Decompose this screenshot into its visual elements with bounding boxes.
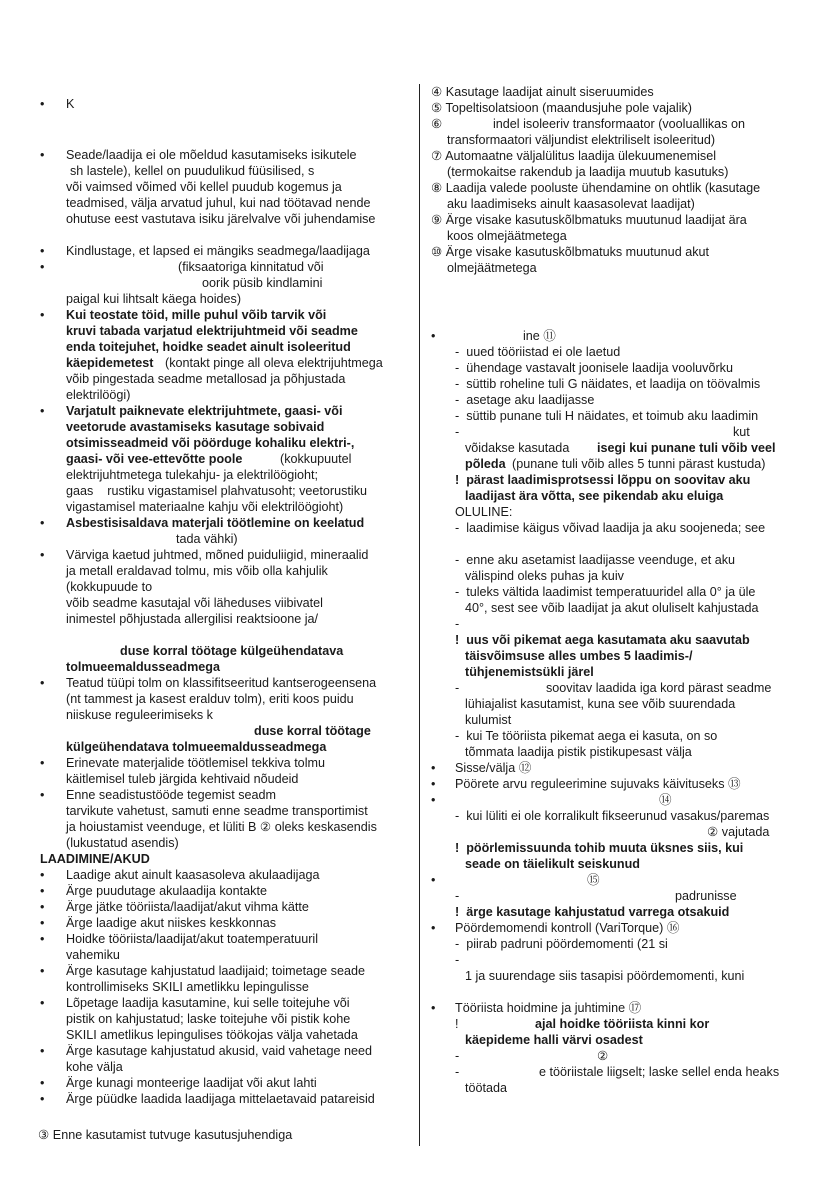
bullet: • — [40, 676, 45, 690]
bullet: • — [40, 97, 45, 111]
text-line: ohutuse eest vastutava isiku järelvalve või juhendamise — [66, 212, 376, 226]
text-line: Pöörete arvu reguleerimine sujuvaks käivituseks ⑬ — [455, 777, 741, 791]
bullet: • — [431, 329, 436, 343]
text-line: Ärge puudutage akulaadija kontakte — [66, 884, 267, 898]
text-line: tõmmata laadija pistik pistikupesast välja — [465, 745, 692, 759]
text-line: põleda — [465, 457, 506, 471]
text-line: - süttib roheline tuli G näidates, et laadija on töövalmis — [455, 377, 761, 391]
text-line: (kontakt pinge all oleva elektrijuhtmega — [165, 356, 383, 370]
text-line: (lukustatud asendis) — [66, 836, 179, 850]
text-line: veetorude avastamiseks kasutage sobivaid — [66, 420, 325, 434]
text-line: ⑭ — [659, 793, 672, 807]
text-line: ⑮ — [587, 873, 600, 887]
text-line: külgeühendatava tolmueemaldusseadmega — [66, 740, 327, 754]
text-line: elektrijuhtmetega tulekahju- ja elektrilöögioht; — [66, 468, 319, 482]
text-line: ine ⑪ — [523, 329, 556, 343]
text-line: tühjenemistsükli järel — [465, 665, 594, 679]
bullet: • — [40, 404, 45, 418]
text-line: soovitav laadida iga kord pärast seadme — [546, 681, 772, 695]
text-line: ③ Enne kasutamist tutvuge kasutusjuhendiga — [38, 1128, 293, 1142]
text-line: enda toitejuhet, hoidke seadet ainult isoleeritud — [66, 340, 351, 354]
text-line: võib pingestada seadme metallosad ja põhjustada — [66, 372, 346, 386]
text-line: duse korral töötage — [254, 724, 371, 738]
bullet: • — [431, 1001, 436, 1015]
text-line: vahemiku — [66, 948, 120, 962]
bullet: • — [40, 148, 45, 162]
text-line: ④ Kasutage laadijat ainult siseruumides — [431, 85, 654, 99]
text-line: ! pöörlemissuunda tohib muuta üksnes siis, kui — [455, 841, 744, 855]
text-line: isegi kui punane tuli võib veel — [597, 441, 776, 455]
text-line: käitlemisel tuleb järgida kehtivaid nõudeid — [66, 772, 299, 786]
text-line: võib seadme kasutajal või läheduses viibivatel — [66, 596, 323, 610]
text-line: lühiajalist kasutamist, kuna see võib suurendada — [465, 697, 736, 711]
text-line: kulumist — [465, 713, 512, 727]
text-line: kruvi tabada varjatud elektrijuhtmeid või seadme — [66, 324, 358, 338]
bullet: • — [40, 932, 45, 946]
text-line: täisvõimsuse alles umbes 5 laadimis-/ — [465, 649, 693, 663]
text-line: - uued tööriistad ei ole laetud — [455, 345, 621, 359]
text-line: - — [455, 617, 460, 631]
text-line: tolmueemaldusseadmega — [66, 660, 220, 674]
text-line: Ärge püüdke laadida laadijaga mittelaetavaid patareisid — [66, 1092, 375, 1106]
text-line: gaasi- või vee-ettevõtte poole — [66, 452, 243, 466]
text-line: - süttib punane tuli H näidates, et toimub aku laadimin — [455, 409, 759, 423]
text-line: Ärge laadige akut niiskes keskkonnas — [66, 916, 277, 930]
text-line: padrunisse — [675, 889, 737, 903]
bullet: • — [40, 996, 45, 1010]
bullet: • — [40, 964, 45, 978]
text-line: - piirab padruni pöördemomenti (21 si — [455, 937, 668, 951]
text-line: Ärge kunagi monteerige laadijat või akut lahti — [66, 1076, 317, 1090]
text-line: - kui lüliti ei ole korralikult fikseerunud vasakus/paremas — [455, 809, 770, 823]
text-line: Lõpetage laadija kasutamine, kui selle toitejuhe või — [66, 996, 350, 1010]
text-line: vigastamisel materiaalne kahju või elektrilöögioht) — [66, 500, 344, 514]
text-line: Seade/laadija ei ole mõeldud kasutamiseks isikutele — [66, 148, 357, 162]
bullet: • — [431, 873, 436, 887]
text-line: (kokkupuutel — [280, 452, 352, 466]
text-line: ② — [597, 1049, 609, 1063]
text-line: gaas rustiku vigastamisel plahvatusoht; veetorustiku — [66, 484, 368, 498]
text-line: ! pärast laadimisprotsessi lõppu on soovitav aku — [455, 473, 751, 487]
text-line: ⑩ Ärge visake kasutuskõlbmatuks muutunud akut — [431, 245, 709, 259]
text-line: Kui teostate töid, mille puhul võib tarvik või — [66, 308, 327, 322]
text-line: sh lastele), kellel on puudulikud füüsilised, s — [70, 164, 315, 178]
text-line: Asbestisisaldava materjali töötlemine on keelatud — [66, 516, 365, 530]
text-line: LAADIMINE/AKUD — [40, 852, 150, 866]
text-line: ⑥ — [431, 117, 443, 131]
bullet: • — [40, 788, 45, 802]
text-line: Ärge jätke tööriista/laadijat/akut vihma kätte — [66, 900, 309, 914]
text-line: SKILI ametlikus lepingulises töökojas välja vahetada — [66, 1028, 358, 1042]
text-line: e tööriistale liigselt; laske sellel enda heaks — [539, 1065, 780, 1079]
text-line: Enne seadistustööde tegemist seadm — [66, 788, 277, 802]
text-line: ja hoiustamist veenduge, et lüliti B ② oleks keskasendis — [66, 820, 377, 834]
text-line: Pöördemomendi kontroll (VariTorque) ⑯ — [455, 921, 680, 935]
text-line: inimestel põhjustada allergilisi reaktsioone ja/ — [66, 612, 319, 626]
text-line: - kui Te tööriista pikemat aega ei kasuta, on so — [455, 729, 718, 743]
text-line: Ärge kasutage kahjustatud akusid, vaid vahetage need — [66, 1044, 372, 1058]
text-line: 1 ja suurendage siis tasapisi pöördemomenti, kuni — [465, 969, 745, 983]
bullet: • — [40, 244, 45, 258]
text-line: indel isoleeriv transformaator (vooluallikas on — [493, 117, 745, 131]
text-line: - enne aku asetamist laadijasse veenduge, et aku — [455, 553, 736, 567]
text-line: (nt tammest ja kasest eralduv tolm), eriti koos puidu — [66, 692, 354, 706]
text-line: oorik püsib kindlamini — [202, 276, 323, 290]
text-line: Sisse/välja ⑫ — [455, 761, 532, 775]
text-line: Kindlustage, et lapsed ei mängiks seadmega/laadijaga — [66, 244, 370, 258]
text-line: ⑦ Automaatne väljalülitus laadija ülekuumenemisel — [431, 149, 717, 163]
text-line: ⑤ Topeltisolatsioon (maandusjuhe pole vajalik) — [431, 101, 692, 115]
text-line: ! uus või pikemat aega kasutamata aku saavutab — [455, 633, 750, 647]
text-line: - ühendage vastavalt joonisele laadija vooluvõrku — [455, 361, 733, 375]
text-line: töötada — [465, 1081, 508, 1095]
bullet: • — [40, 756, 45, 770]
bullet: • — [40, 308, 45, 322]
text-line: ! ärge kasutage kahjustatud varrega otsakuid — [455, 905, 730, 919]
text-line: tada vähki) — [176, 532, 238, 546]
text-line: välispind oleks puhas ja kuiv — [465, 569, 624, 583]
text-line: - — [455, 953, 460, 967]
text-line: ② vajutada — [707, 825, 770, 839]
text-line: ⑨ Ärge visake kasutuskõlbmatuks muutunud laadijat ära — [431, 213, 747, 227]
bullet: • — [40, 884, 45, 898]
text-line: Ärge kasutage kahjustatud laadijaid; toimetage seade — [66, 964, 365, 978]
text-line: ! — [455, 1017, 459, 1031]
text-line: Hoidke tööriista/laadijat/akut toatemperatuuril — [66, 932, 319, 946]
text-line: ⑧ Laadija valede pooluste ühendamine on ohtlik (kasutage — [431, 181, 761, 195]
text-line: - — [455, 681, 460, 695]
text-line: (punane tuli võib alles 5 tunni pärast kustuda) — [512, 457, 766, 471]
text-line: Värviga kaetud juhtmed, mõned puiduliigid, mineraalid — [66, 548, 369, 562]
text-line: pistik on kahjustatud; laske toitejuhe või pistik kohe — [66, 1012, 351, 1026]
text-line: - tuleks vältida laadimist temperatuuridel alla 0° ja üle — [455, 585, 756, 599]
text-line: K — [66, 97, 75, 111]
text-line: aku laadimiseks ainult kaasasolevat laadijat) — [447, 197, 695, 211]
text-line: (termokaitse rakendub ja laadija muutub kasutuks) — [447, 165, 729, 179]
text-line: - — [455, 425, 460, 439]
text-line: OLULINE: — [455, 505, 513, 519]
bullet: • — [40, 548, 45, 562]
text-line: niiskuse reguleerimiseks k — [66, 708, 213, 722]
column-divider — [419, 84, 420, 1146]
text-line: kut — [733, 425, 750, 439]
bullet: • — [40, 1076, 45, 1090]
text-line: paigal kui lihtsalt käega hoides) — [66, 292, 242, 306]
bullet: • — [40, 516, 45, 530]
text-line: Laadige akut ainult kaasasoleva akulaadijaga — [66, 868, 320, 882]
text-line: kohe välja — [66, 1060, 123, 1074]
text-line: transformaatori väljundist elektriliselt isoleeritud) — [447, 133, 716, 147]
text-line: laadijast ära võtta, see pikendab aku eluiga — [465, 489, 724, 503]
text-line: Erinevate materjalide töötlemisel tekkiva tolmu — [66, 756, 325, 770]
bullet: • — [431, 793, 436, 807]
text-line: 40°, sest see võib laadijat ja akut oluliselt kahjustada — [465, 601, 759, 615]
text-line: olmejäätmetega — [447, 261, 537, 275]
text-line: tarvikute vahetust, samuti enne seadme transportimist — [66, 804, 368, 818]
bullet: • — [40, 260, 45, 274]
text-line: - — [455, 889, 460, 903]
text-line: - — [455, 1049, 460, 1063]
bullet: • — [40, 868, 45, 882]
text-line: Varjatult paiknevate elektrijuhtmete, gaasi- või — [66, 404, 343, 418]
text-line: - laadimise käigus võivad laadija ja aku soojeneda; see — [455, 521, 766, 535]
bullet: • — [431, 921, 436, 935]
text-line: või vaimsed võimed või kellel puudub kogemus ja — [66, 180, 342, 194]
text-line: koos olmejäätmetega — [447, 229, 567, 243]
text-line: käepidemetest — [66, 356, 154, 370]
text-line: otsimisseadmeid või pöörduge kohaliku elektri-, — [66, 436, 355, 450]
bullet: • — [431, 777, 436, 791]
text-line: seade on täielikult seiskunud — [465, 857, 640, 871]
bullet: • — [431, 761, 436, 775]
text-line: Teatud tüüpi tolm on klassifitseeritud kantserogeensena — [66, 676, 377, 690]
text-line: teadmised, välja arvatud juhul, kui nad töötavad nende — [66, 196, 371, 210]
bullet: • — [40, 916, 45, 930]
text-line: (kokkupuude to — [66, 580, 153, 594]
text-line: ajal hoidke tööriista kinni kor — [535, 1017, 710, 1031]
text-line: elektrilöögi) — [66, 388, 131, 402]
bullet: • — [40, 1092, 45, 1106]
text-line: - asetage aku laadijasse — [455, 393, 595, 407]
bullet: • — [40, 900, 45, 914]
bullet: • — [40, 1044, 45, 1058]
text-line: Tööriista hoidmine ja juhtimine ⑰ — [455, 1001, 642, 1015]
text-line: duse korral töötage külgeühendatava — [120, 644, 344, 658]
text-line: ja metall eraldavad tolmu, mis võib olla kahjulik — [66, 564, 328, 578]
text-line: (fiksaatoriga kinnitatud või — [178, 260, 324, 274]
text-line: - — [455, 1065, 460, 1079]
text-line: käepideme halli värvi osadest — [465, 1033, 643, 1047]
text-line: võidakse kasutada — [465, 441, 570, 455]
text-line: kontrollimiseks SKILI ametlikku lepingulisse — [66, 980, 309, 994]
